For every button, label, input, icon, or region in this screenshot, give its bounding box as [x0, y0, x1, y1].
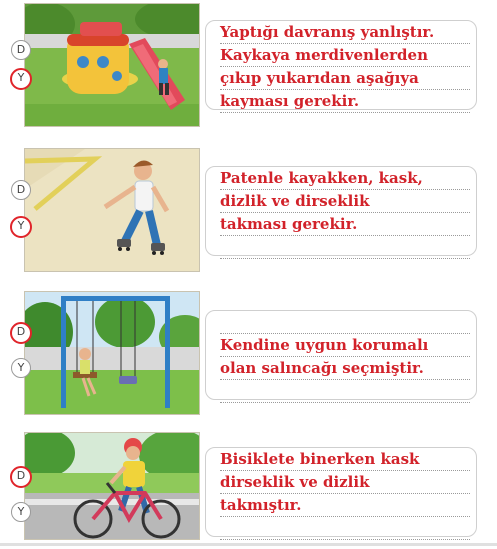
answer-line — [220, 517, 470, 540]
answer-box-1 — [205, 20, 477, 110]
answer-box-3 — [205, 310, 477, 400]
answer-line: kayması gerekir. — [220, 90, 470, 113]
answer-box-4 — [205, 447, 477, 537]
answer-line: takması gerekir. — [220, 213, 470, 236]
option-d-4[interactable]: D — [10, 466, 32, 488]
answer-line: Patenle kayakken, kask, — [220, 167, 470, 190]
option-y-3[interactable]: Y — [11, 358, 31, 378]
answer-line: çıkıp yukarıdan aşağıya — [220, 67, 470, 90]
option-d-3[interactable]: D — [10, 322, 32, 344]
answer-line: Bisiklete binerken kask — [220, 448, 470, 471]
bicycle-illustration — [24, 432, 200, 540]
option-y-1[interactable]: Y — [10, 68, 32, 90]
answer-line — [220, 236, 470, 259]
answer-line: dirseklik ve dizlik — [220, 471, 470, 494]
option-y-4[interactable]: Y — [11, 502, 31, 522]
answer-line: takmıştır. — [220, 494, 470, 517]
skating-illustration — [24, 148, 200, 272]
slide-illustration — [24, 3, 200, 127]
page-bottom-divider — [0, 543, 497, 546]
option-y-2[interactable]: Y — [10, 216, 32, 238]
answer-line — [220, 311, 470, 334]
answer-line: Kendine uygun korumalı — [220, 334, 470, 357]
answer-line: Yaptığı davranış yanlıştır. — [220, 21, 470, 44]
swing-illustration — [24, 291, 200, 415]
answer-line: olan salıncağı seçmiştir. — [220, 357, 470, 380]
answer-line: Kaykaya merdivenlerden — [220, 44, 470, 67]
answer-line — [220, 380, 470, 403]
answer-box-2 — [205, 166, 477, 256]
answer-line: dizlik ve dirseklik — [220, 190, 470, 213]
option-d-2[interactable]: D — [11, 180, 31, 200]
option-d-1[interactable]: D — [11, 40, 31, 60]
